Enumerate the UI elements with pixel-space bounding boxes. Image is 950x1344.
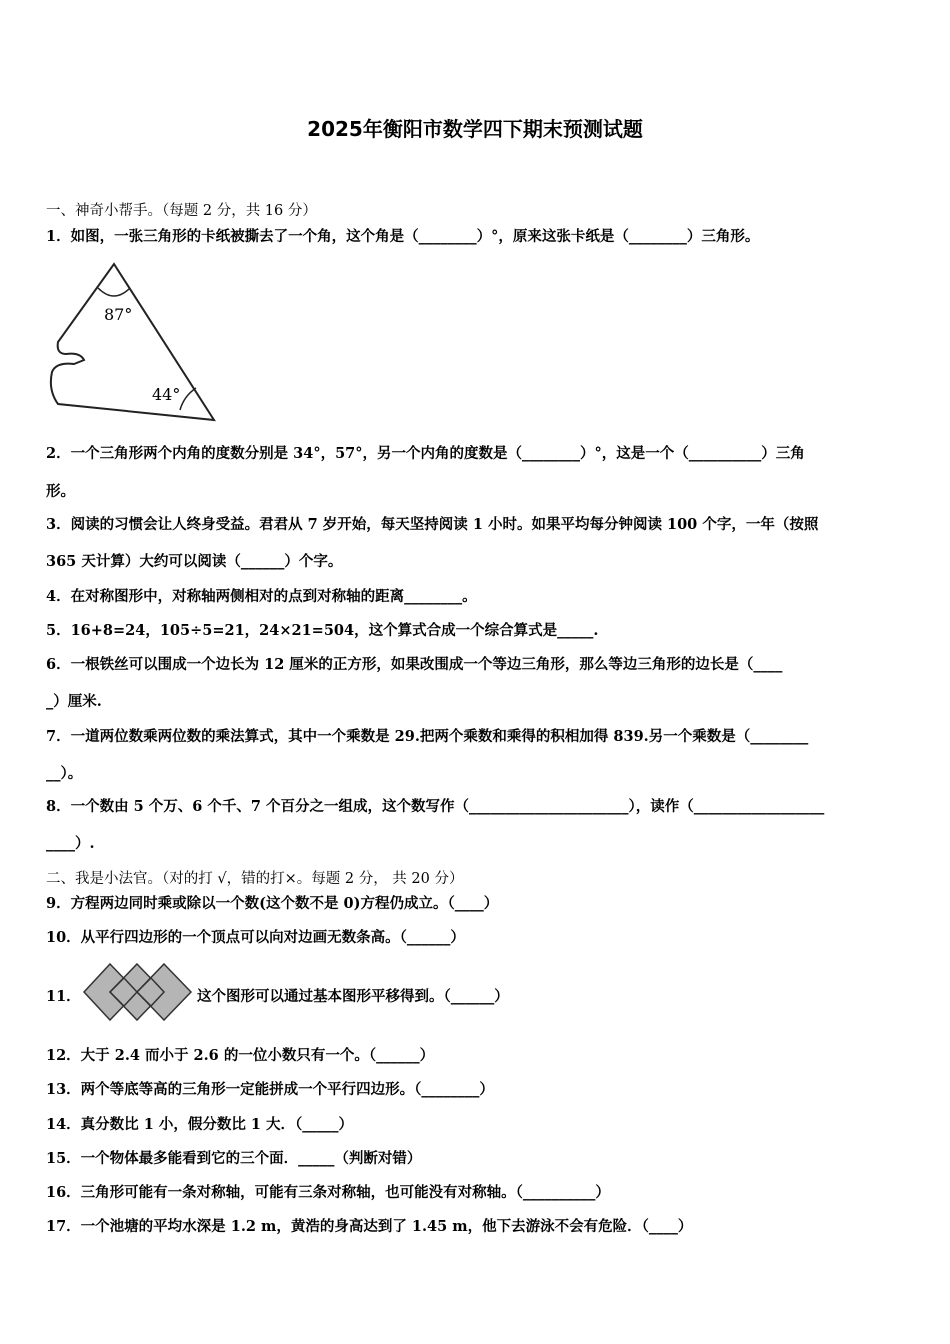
question-10: 10．从平行四边形的一个顶点可以向对边画无数条高。（______） bbox=[46, 929, 465, 946]
question-2-line-2: 形。 bbox=[46, 483, 75, 500]
question-6-line-2: _）厘米. bbox=[46, 693, 102, 710]
question-17: 17．一个池塘的平均水深是 1.2 m，黄浩的身高达到了 1.45 m，他下去游泳不会有危险．（____） bbox=[46, 1218, 693, 1235]
question-3-line-1: 3．阅读的习惯会让人终身受益。君君从 7 岁开始，每天坚持阅读 1 小时。如果平均每分钟阅读 100 个字，一年（按照 bbox=[46, 516, 819, 533]
question-6-line-1: 6．一根铁丝可以围成一个边长为 12 厘米的正方形，如果改围成一个等边三角形，那么等边三角形的边长是（____ bbox=[46, 656, 783, 673]
question-2-line-1: 2．一个三角形两个内角的度数分别是 34°，57°，另一个内角的度数是（________）°，这是一个（__________）三角 bbox=[46, 445, 805, 462]
question-15: 15．一个物体最多能看到它的三个面．_____（判断对错） bbox=[46, 1150, 422, 1167]
question-9: 9．方程两边同时乘或除以一个数(这个数不是 0)方程仍成立。（____） bbox=[46, 895, 499, 912]
torn-triangle-figure bbox=[44, 260, 220, 426]
question-13: 13．两个等底等高的三角形一定能拼成一个平行四边形。（________） bbox=[46, 1081, 494, 1098]
question-11-number: 11． bbox=[46, 988, 81, 1005]
question-1: 1．如图，一张三角形的卡纸被撕去了一个角，这个角是（________）°，原来这张卡纸是（________）三角形。 bbox=[46, 228, 760, 245]
question-8-line-2: ____）. bbox=[46, 835, 95, 852]
question-8-line-1: 8．一个数由 5 个万、6 个千、7 个百分之一组成，这个数写作（______________________），读作（__________________ bbox=[46, 798, 825, 815]
question-16: 16．三角形可能有一条对称轴，可能有三条对称轴，也可能没有对称轴。（__________） bbox=[46, 1184, 610, 1201]
section-2-heading: 二、我是小法官。（对的打 √，错的打×。每题 2 分， 共 20 分） bbox=[46, 871, 464, 887]
question-3-line-2: 365 天计算）大约可以阅读（______）个字。 bbox=[46, 553, 343, 570]
page-title: 2025年衡阳市数学四下期末预测试题 bbox=[307, 117, 643, 141]
question-7-line-1: 7．一道两位数乘两位数的乘法算式，其中一个乘数是 29.把两个乘数和乘得的积相加得 839.另一个乘数是（________ bbox=[46, 728, 809, 745]
section-1-heading: 一、神奇小帮手。（每题 2 分，共 16 分） bbox=[46, 203, 317, 219]
question-4: 4．在对称图形中，对称轴两侧相对的点到对称轴的距离________。 bbox=[46, 588, 477, 605]
question-7-line-2: __）。 bbox=[46, 765, 83, 782]
angle-87-label: 87° bbox=[104, 305, 133, 324]
question-11: 这个图形可以通过基本图形平移得到。（______） bbox=[197, 988, 509, 1005]
question-12: 12．大于 2.4 而小于 2.6 的一位小数只有一个。（______） bbox=[46, 1047, 435, 1064]
question-14: 14．真分数比 1 小，假分数比 1 大．（_____） bbox=[46, 1116, 354, 1133]
angle-44-label: 44° bbox=[152, 385, 181, 404]
question-5: 5．16+8=24，105÷5=21，24×21=504，这个算式合成一个综合算式是_____. bbox=[46, 622, 599, 639]
translated-squares-figure bbox=[82, 962, 194, 1024]
